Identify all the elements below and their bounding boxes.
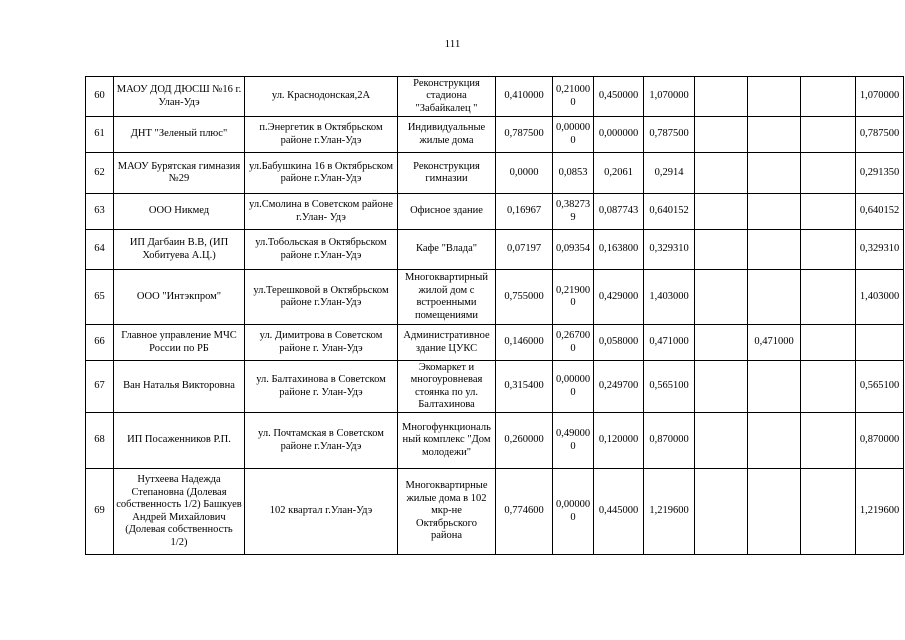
value-cell-7 <box>801 413 856 469</box>
address-cell: п.Энергетик в Октябрьском районе г.Улан-Удэ <box>245 117 398 153</box>
value-cell-5 <box>695 325 748 361</box>
value-cell-5 <box>695 270 748 325</box>
value-cell-8 <box>856 325 904 361</box>
table-row <box>86 194 904 230</box>
value-cell-1: 0,787500 <box>496 117 553 153</box>
value-cell-5 <box>695 361 748 413</box>
row-number: 64 <box>86 230 114 270</box>
value-cell-7 <box>801 270 856 325</box>
row-number: 67 <box>86 361 114 413</box>
table-body <box>86 77 904 555</box>
table-row <box>86 230 904 270</box>
value-cell-4: 0,565100 <box>644 361 695 413</box>
value-cell-4: 0,329310 <box>644 230 695 270</box>
applicant-cell: ИП Посаженников Р.П. <box>114 413 245 469</box>
object-cell: Административное здание ЦУКС <box>398 325 496 361</box>
object-cell: Многофункциональный комплекс "Дом молодежи" <box>398 413 496 469</box>
address-cell: ул. Балтахинова в Советском районе г. Улан-Удэ <box>245 361 398 413</box>
object-cell: Офисное здание <box>398 194 496 230</box>
value-cell-3: 0,163800 <box>594 230 644 270</box>
value-cell-7 <box>801 325 856 361</box>
address-cell: ул. Краснодонская,2А <box>245 77 398 117</box>
address-cell: ул.Тобольская в Октябрьском районе г.Улан-Удэ <box>245 230 398 270</box>
value-cell-5 <box>695 469 748 555</box>
value-cell-6 <box>748 361 801 413</box>
table-row <box>86 469 904 555</box>
value-cell-2: 0,210000 <box>553 77 594 117</box>
row-number: 69 <box>86 469 114 555</box>
object-cell: Индивидуальные жилые дома <box>398 117 496 153</box>
row-number: 66 <box>86 325 114 361</box>
row-number: 65 <box>86 270 114 325</box>
value-cell-7 <box>801 469 856 555</box>
value-cell-2: 0,382739 <box>553 194 594 230</box>
value-cell-6 <box>748 469 801 555</box>
value-cell-7 <box>801 117 856 153</box>
row-number: 61 <box>86 117 114 153</box>
table-row <box>86 325 904 361</box>
value-cell-7 <box>801 153 856 194</box>
value-cell-8: 1,219600 <box>856 469 904 555</box>
value-cell-4: 0,787500 <box>644 117 695 153</box>
address-cell: ул.Бабушкина 16 в Октябрьском районе г.Улан-Удэ <box>245 153 398 194</box>
value-cell-6 <box>748 77 801 117</box>
object-cell: Многоквартирный жилой дом с встроенными помещениями <box>398 270 496 325</box>
value-cell-2: 0,09354 <box>553 230 594 270</box>
value-cell-4: 1,403000 <box>644 270 695 325</box>
value-cell-2: 0,000000 <box>553 361 594 413</box>
value-cell-6 <box>748 153 801 194</box>
object-cell: Кафе "Влада" <box>398 230 496 270</box>
value-cell-5 <box>695 413 748 469</box>
address-cell: 102 квартал г.Улан-Удэ <box>245 469 398 555</box>
value-cell-1: 0,0000 <box>496 153 553 194</box>
table-row <box>86 361 904 413</box>
value-cell-6: 0,471000 <box>748 325 801 361</box>
address-cell: ул. Димитрова в Советском районе г. Улан-Удэ <box>245 325 398 361</box>
value-cell-8: 0,565100 <box>856 361 904 413</box>
page-number: 111 <box>444 38 461 50</box>
value-cell-1: 0,16967 <box>496 194 553 230</box>
value-cell-3: 0,249700 <box>594 361 644 413</box>
value-cell-4: 1,219600 <box>644 469 695 555</box>
value-cell-2: 0,219000 <box>553 270 594 325</box>
value-cell-3: 0,450000 <box>594 77 644 117</box>
row-number: 62 <box>86 153 114 194</box>
value-cell-4: 1,070000 <box>644 77 695 117</box>
table-row <box>86 77 904 117</box>
value-cell-7 <box>801 77 856 117</box>
applicant-cell: ИП Дагбаин В.В, (ИП Хобитуева А.Ц.) <box>114 230 245 270</box>
table-row <box>86 117 904 153</box>
value-cell-6 <box>748 270 801 325</box>
applicant-cell: МАОУ Бурятская гимназия №29 <box>114 153 245 194</box>
value-cell-6 <box>748 230 801 270</box>
applicant-cell: ООО Никмед <box>114 194 245 230</box>
table-row <box>86 153 904 194</box>
value-cell-8: 0,291350 <box>856 153 904 194</box>
row-number: 63 <box>86 194 114 230</box>
address-cell: ул.Терешковой в Октябрьском районе г.Улан-Удэ <box>245 270 398 325</box>
value-cell-2: 0,000000 <box>553 469 594 555</box>
value-cell-8: 0,640152 <box>856 194 904 230</box>
value-cell-8: 1,070000 <box>856 77 904 117</box>
applicant-cell: ООО "Интэкпром" <box>114 270 245 325</box>
row-number: 60 <box>86 77 114 117</box>
value-cell-7 <box>801 194 856 230</box>
value-cell-4: 0,640152 <box>644 194 695 230</box>
table-row <box>86 413 904 469</box>
address-cell: ул. Почтамская в Советском районе г.Улан-Удэ <box>245 413 398 469</box>
value-cell-1: 0,774600 <box>496 469 553 555</box>
object-cell: Многоквартирные жилые дома в 102 мкр-не Октябрьского района <box>398 469 496 555</box>
value-cell-3: 0,058000 <box>594 325 644 361</box>
applicant-cell: Нутхеева Надежда Степановна (Долевая собственность 1/2) Башкуев Андрей Михайлович (Долевая собственность 1/2) <box>114 469 245 555</box>
value-cell-2: 0,000000 <box>553 117 594 153</box>
value-cell-2: 0,0853 <box>553 153 594 194</box>
value-cell-5 <box>695 153 748 194</box>
value-cell-1: 0,07197 <box>496 230 553 270</box>
value-cell-1: 0,755000 <box>496 270 553 325</box>
value-cell-6 <box>748 194 801 230</box>
value-cell-3: 0,445000 <box>594 469 644 555</box>
value-cell-4: 0,2914 <box>644 153 695 194</box>
value-cell-3: 0,087743 <box>594 194 644 230</box>
value-cell-2: 0,267000 <box>553 325 594 361</box>
objects-table <box>85 76 904 555</box>
value-cell-4: 0,870000 <box>644 413 695 469</box>
value-cell-1: 0,410000 <box>496 77 553 117</box>
value-cell-1: 0,315400 <box>496 361 553 413</box>
address-cell: ул.Смолина в Советском районе г.Улан- Удэ <box>245 194 398 230</box>
value-cell-1: 0,260000 <box>496 413 553 469</box>
value-cell-8: 0,870000 <box>856 413 904 469</box>
value-cell-3: 0,000000 <box>594 117 644 153</box>
value-cell-2: 0,490000 <box>553 413 594 469</box>
value-cell-5 <box>695 194 748 230</box>
row-number: 68 <box>86 413 114 469</box>
value-cell-5 <box>695 230 748 270</box>
value-cell-8: 1,403000 <box>856 270 904 325</box>
value-cell-8: 0,787500 <box>856 117 904 153</box>
applicant-cell: МАОУ ДОД ДЮСШ №16 г. Улан-Удэ <box>114 77 245 117</box>
applicant-cell: Ван Наталья Викторовна <box>114 361 245 413</box>
value-cell-4: 0,471000 <box>644 325 695 361</box>
value-cell-5 <box>695 117 748 153</box>
applicant-cell: Главное управление МЧС России по РБ <box>114 325 245 361</box>
value-cell-3: 0,2061 <box>594 153 644 194</box>
object-cell: Экомаркет и многоуровневая стоянка по ул. Балтахинова <box>398 361 496 413</box>
value-cell-5 <box>695 77 748 117</box>
value-cell-6 <box>748 413 801 469</box>
applicant-cell: ДНТ "Зеленый плюс" <box>114 117 245 153</box>
value-cell-6 <box>748 117 801 153</box>
object-cell: Реконструкция гимназии <box>398 153 496 194</box>
table-row <box>86 270 904 325</box>
object-cell: Реконструкция стадиона "Забайкалец " <box>398 77 496 117</box>
value-cell-8: 0,329310 <box>856 230 904 270</box>
value-cell-7 <box>801 230 856 270</box>
value-cell-3: 0,429000 <box>594 270 644 325</box>
value-cell-1: 0,146000 <box>496 325 553 361</box>
value-cell-7 <box>801 361 856 413</box>
value-cell-3: 0,120000 <box>594 413 644 469</box>
